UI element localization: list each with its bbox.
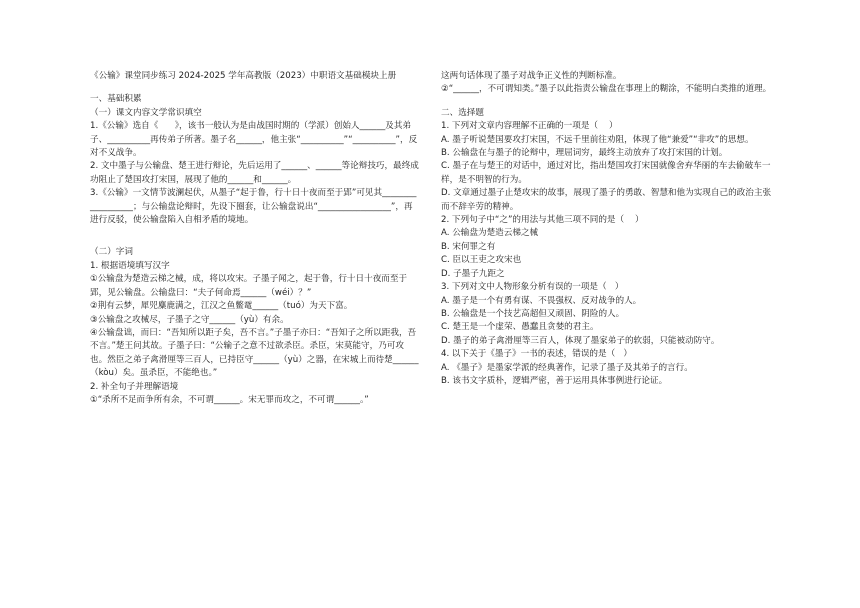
right-col-line: A. 墨子听说楚国要攻打宋国，不远千里前往劝阻，体现了他“兼爱”“非攻”的思想。 <box>441 134 754 145</box>
right-col-line: B. 公输盘是一个技艺高超但又顽固、阴险的人。 <box>441 308 625 319</box>
right-col-line: B. 该书文字质朴，逻辑严密，善于运用具体事例进行论证。 <box>441 375 668 386</box>
left-col-line: （一）课文内容文学常识填空 <box>90 107 202 118</box>
right-col-line: C. 墨子在与楚王的对话中，通过对比，指出楚国攻打宋国就像舍弃华丽的车去偷破车一样，是不明智的行为。 <box>441 161 771 185</box>
right-col-line: 1. 下列对文章内容理解不正确的一项是（ ） <box>441 121 618 132</box>
right-col-line: D. 子墨子九距之 <box>441 268 505 279</box>
right-col-line: 4. 以下关于《墨子》一书的表述，错误的是（ ） <box>441 349 633 360</box>
left-col-line: 1. 根据语境填写汉字 <box>90 260 170 271</box>
right-col-line: A. 公输盘为楚造云梯之械 <box>441 228 539 239</box>
left-col-line: 《公输》课堂同步练习 2024-2025 学年高教版（2023）中职语文基础模块上册 <box>90 71 397 81</box>
left-col-line: 2. 补全句子并理解语境 <box>90 381 179 392</box>
right-col-line: A. 《墨子》是墨家学派的经典著作，记录了墨子及其弟子的言行。 <box>441 362 693 373</box>
right-col-spacer <box>441 97 774 107</box>
right-col-line: ②“______，不可谓知类。”墨子以此指责公输盘在事理上的糊涂，不能明白类推的道理。 <box>441 84 772 95</box>
right-col-line: C. 臣以王吏之攻宋也 <box>441 255 522 266</box>
right-col-line: 二、选择题 <box>441 107 484 118</box>
right-col-line: 2. 下列句子中“之”的用法与其他三项不同的是（ ） <box>441 215 644 226</box>
left-col-spacer <box>90 83 420 93</box>
left-col-line: ①公输盘为楚造云梯之械，成，将以攻宋。子墨子闻之，起于鲁，行十日十夜而至于郢，见公输盘。公输盘曰：“夫子何命焉______（wéi）？” <box>90 274 408 298</box>
right-column <box>441 70 774 388</box>
right-col-line: C. 楚王是一个虚荣、愚蠢且贪婪的君主。 <box>441 322 599 333</box>
left-col-line: 3.《公输》一文情节波澜起伏，从墨子“起于鲁，行十日十夜而至于郢”可见其__________________；与公输盘论辩时，先设下圈套，让公输盘说出“_________________”，再进行反驳，使公输盘陷入自相矛盾的境地。 <box>90 188 417 226</box>
right-col-line: B. 公输盘在与墨子的论辩中，理屈词穷，最终主动放弃了攻打宋国的计划。 <box>441 148 728 159</box>
left-col-line: ④公输盘诎，而曰：“吾知所以距子矣，吾不言。”子墨子亦曰：“吾知子之所以距我，吾不言。”楚王问其故。子墨子曰：“公输子之意不过欲杀臣。杀臣，宋莫能守，乃可攻也。然臣之弟子禽滑厘等三百人，已持臣守______（yù）之器，在宋城上而待楚______（kòu）矣。虽杀臣，不能绝也。” <box>90 327 419 379</box>
left-column <box>90 70 420 407</box>
right-col-line: A. 墨子是一个有勇有谋、不畏强权、反对战争的人。 <box>441 295 642 306</box>
left-col-line: （二）字词 <box>90 247 133 258</box>
left-col-line: 2. 文中墨子与公输盘、楚王进行辩论，先后运用了______、______等论辩技巧，最终成功阻止了楚国攻打宋国，展现了他的______和______。 <box>90 161 419 185</box>
right-col-line: B. 宋何罪之有 <box>441 241 496 252</box>
left-col-line: ①“杀所不足而争所有余，不可谓______。宋无罪而攻之，不可谓______。” <box>90 394 369 405</box>
left-col-line: 1.《公输》选自《 》，该书一般认为是由战国时期的（学派）创始人______及其弟子、__________再传弟子所著。墨子名______，他主张“__________”“__________”，反对不义战争。 <box>90 121 418 159</box>
right-col-line: 这两句话体现了墨子对战争正义性的判断标准。 <box>441 71 622 81</box>
right-col-line: D. 文章通过墨子止楚攻宋的故事，展现了墨子的勇敢、智慧和他为实现自己的政治主张而不辞辛劳的精神。 <box>441 188 772 212</box>
left-col-line: ③公输盘之攻械尽，子墨子之守______（yù）有余。 <box>90 314 289 325</box>
left-col-spacer <box>90 227 420 246</box>
right-col-line: D. 墨子的弟子禽滑厘等三百人，体现了墨家弟子的软弱，只能被动防守。 <box>441 335 720 346</box>
left-col-line: 一、基础积累 <box>90 94 142 105</box>
left-col-line: ②荆有云梦，犀兕麋鹿满之，江汉之鱼鳖鼋______（tuó）为天下富。 <box>90 301 353 312</box>
right-col-line: 3. 下列对文中人物形象分析有误的一项是（ ） <box>441 282 624 293</box>
